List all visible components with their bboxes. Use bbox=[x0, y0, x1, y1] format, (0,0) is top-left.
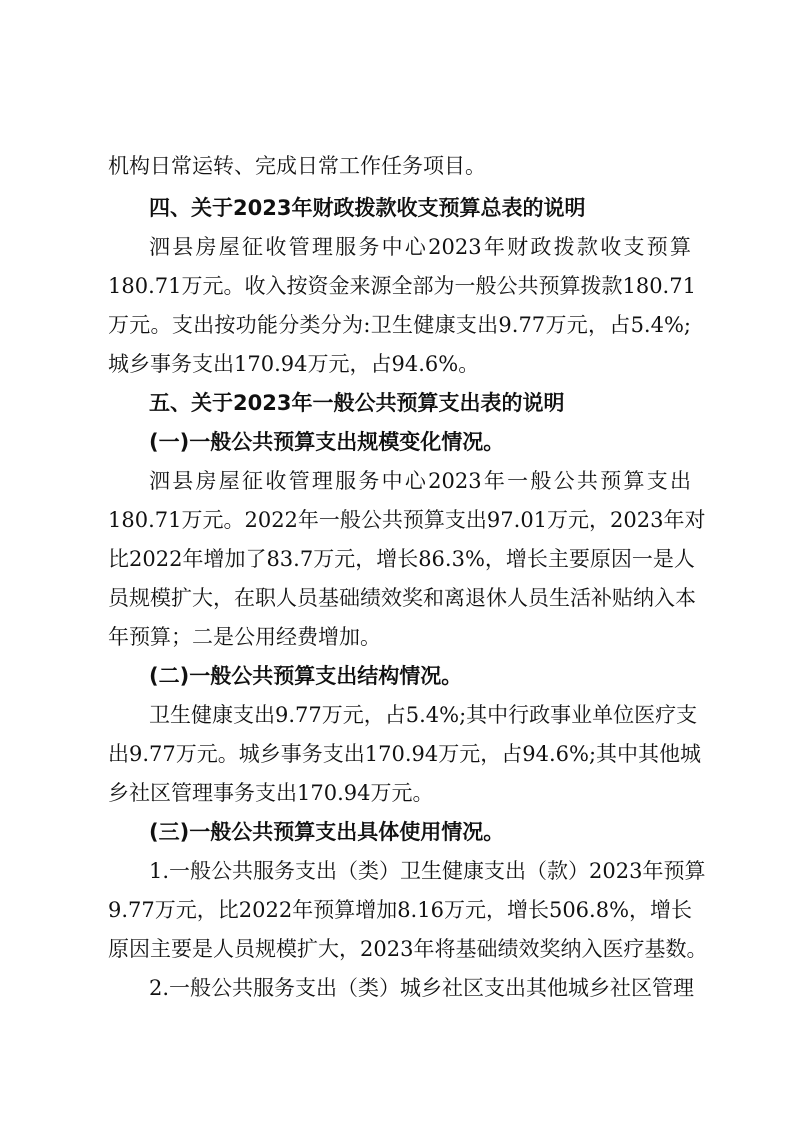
text-line: 原因主要是人员规模扩大，2023年将基础绩效奖纳入医疗基数。 bbox=[108, 937, 708, 961]
text-line: 城乡事务支出170.94万元，占94.6%。 bbox=[108, 352, 480, 376]
text-line: 乡社区管理事务支出170.94万元。 bbox=[108, 781, 434, 805]
subsection-heading: (二)一般公共预算支出结构情况。 bbox=[149, 664, 463, 688]
text-line: 年预算；二是公用经费增加。 bbox=[108, 625, 381, 649]
text-line: 卫生健康支出9.77万元，占5.4%;其中行政事业单位医疗支 bbox=[149, 703, 698, 727]
text-line: 出9.77万元。城乡事务支出170.94万元，占94.6%;其中其他城 bbox=[108, 742, 702, 766]
text-line: 比2022年增加了83.7万元，增长86.3%，增长主要原因一是人 bbox=[108, 547, 695, 571]
text-line: 员规模扩大，在职人员基础绩效奖和离退休人员生活补贴纳入本 bbox=[108, 586, 696, 610]
subsection-heading: (三)一般公共预算支出具体使用情况。 bbox=[149, 820, 505, 844]
text-line: 泗县房屋征收管理服务中心2023年一般公共预算支出 bbox=[149, 469, 691, 493]
text-line: 机构日常运转、完成日常工作任务项目。 bbox=[108, 154, 486, 178]
text-line: 万元。支出按功能分类分为:卫生健康支出9.77万元，占5.4%; bbox=[108, 313, 691, 337]
text-line: 9.77万元，比2022年预算增加8.16万元，增长506.8%，增长 bbox=[108, 898, 693, 922]
text-line: 泗县房屋征收管理服务中心2023年财政拨款收支预算 bbox=[149, 235, 691, 259]
text-line: 1.一般公共服务支出（类）卫生健康支出（款）2023年预算 bbox=[149, 859, 706, 883]
subsection-heading: (一)一般公共预算支出规模变化情况。 bbox=[149, 430, 505, 454]
text-line: 180.71万元。收入按资金来源全部为一般公共预算拨款180.71 bbox=[108, 274, 696, 298]
text-line: 2.一般公共服务支出（类）城乡社区支出其他城乡社区管理 bbox=[149, 976, 695, 1000]
section-heading: 四、关于2023年财政拨款收支预算总表的说明 bbox=[149, 196, 586, 220]
text-line: 180.71万元。2022年一般公共预算支出97.01万元，2023年对 bbox=[108, 508, 706, 532]
section-heading: 五、关于2023年一般公共预算支出表的说明 bbox=[149, 391, 565, 415]
